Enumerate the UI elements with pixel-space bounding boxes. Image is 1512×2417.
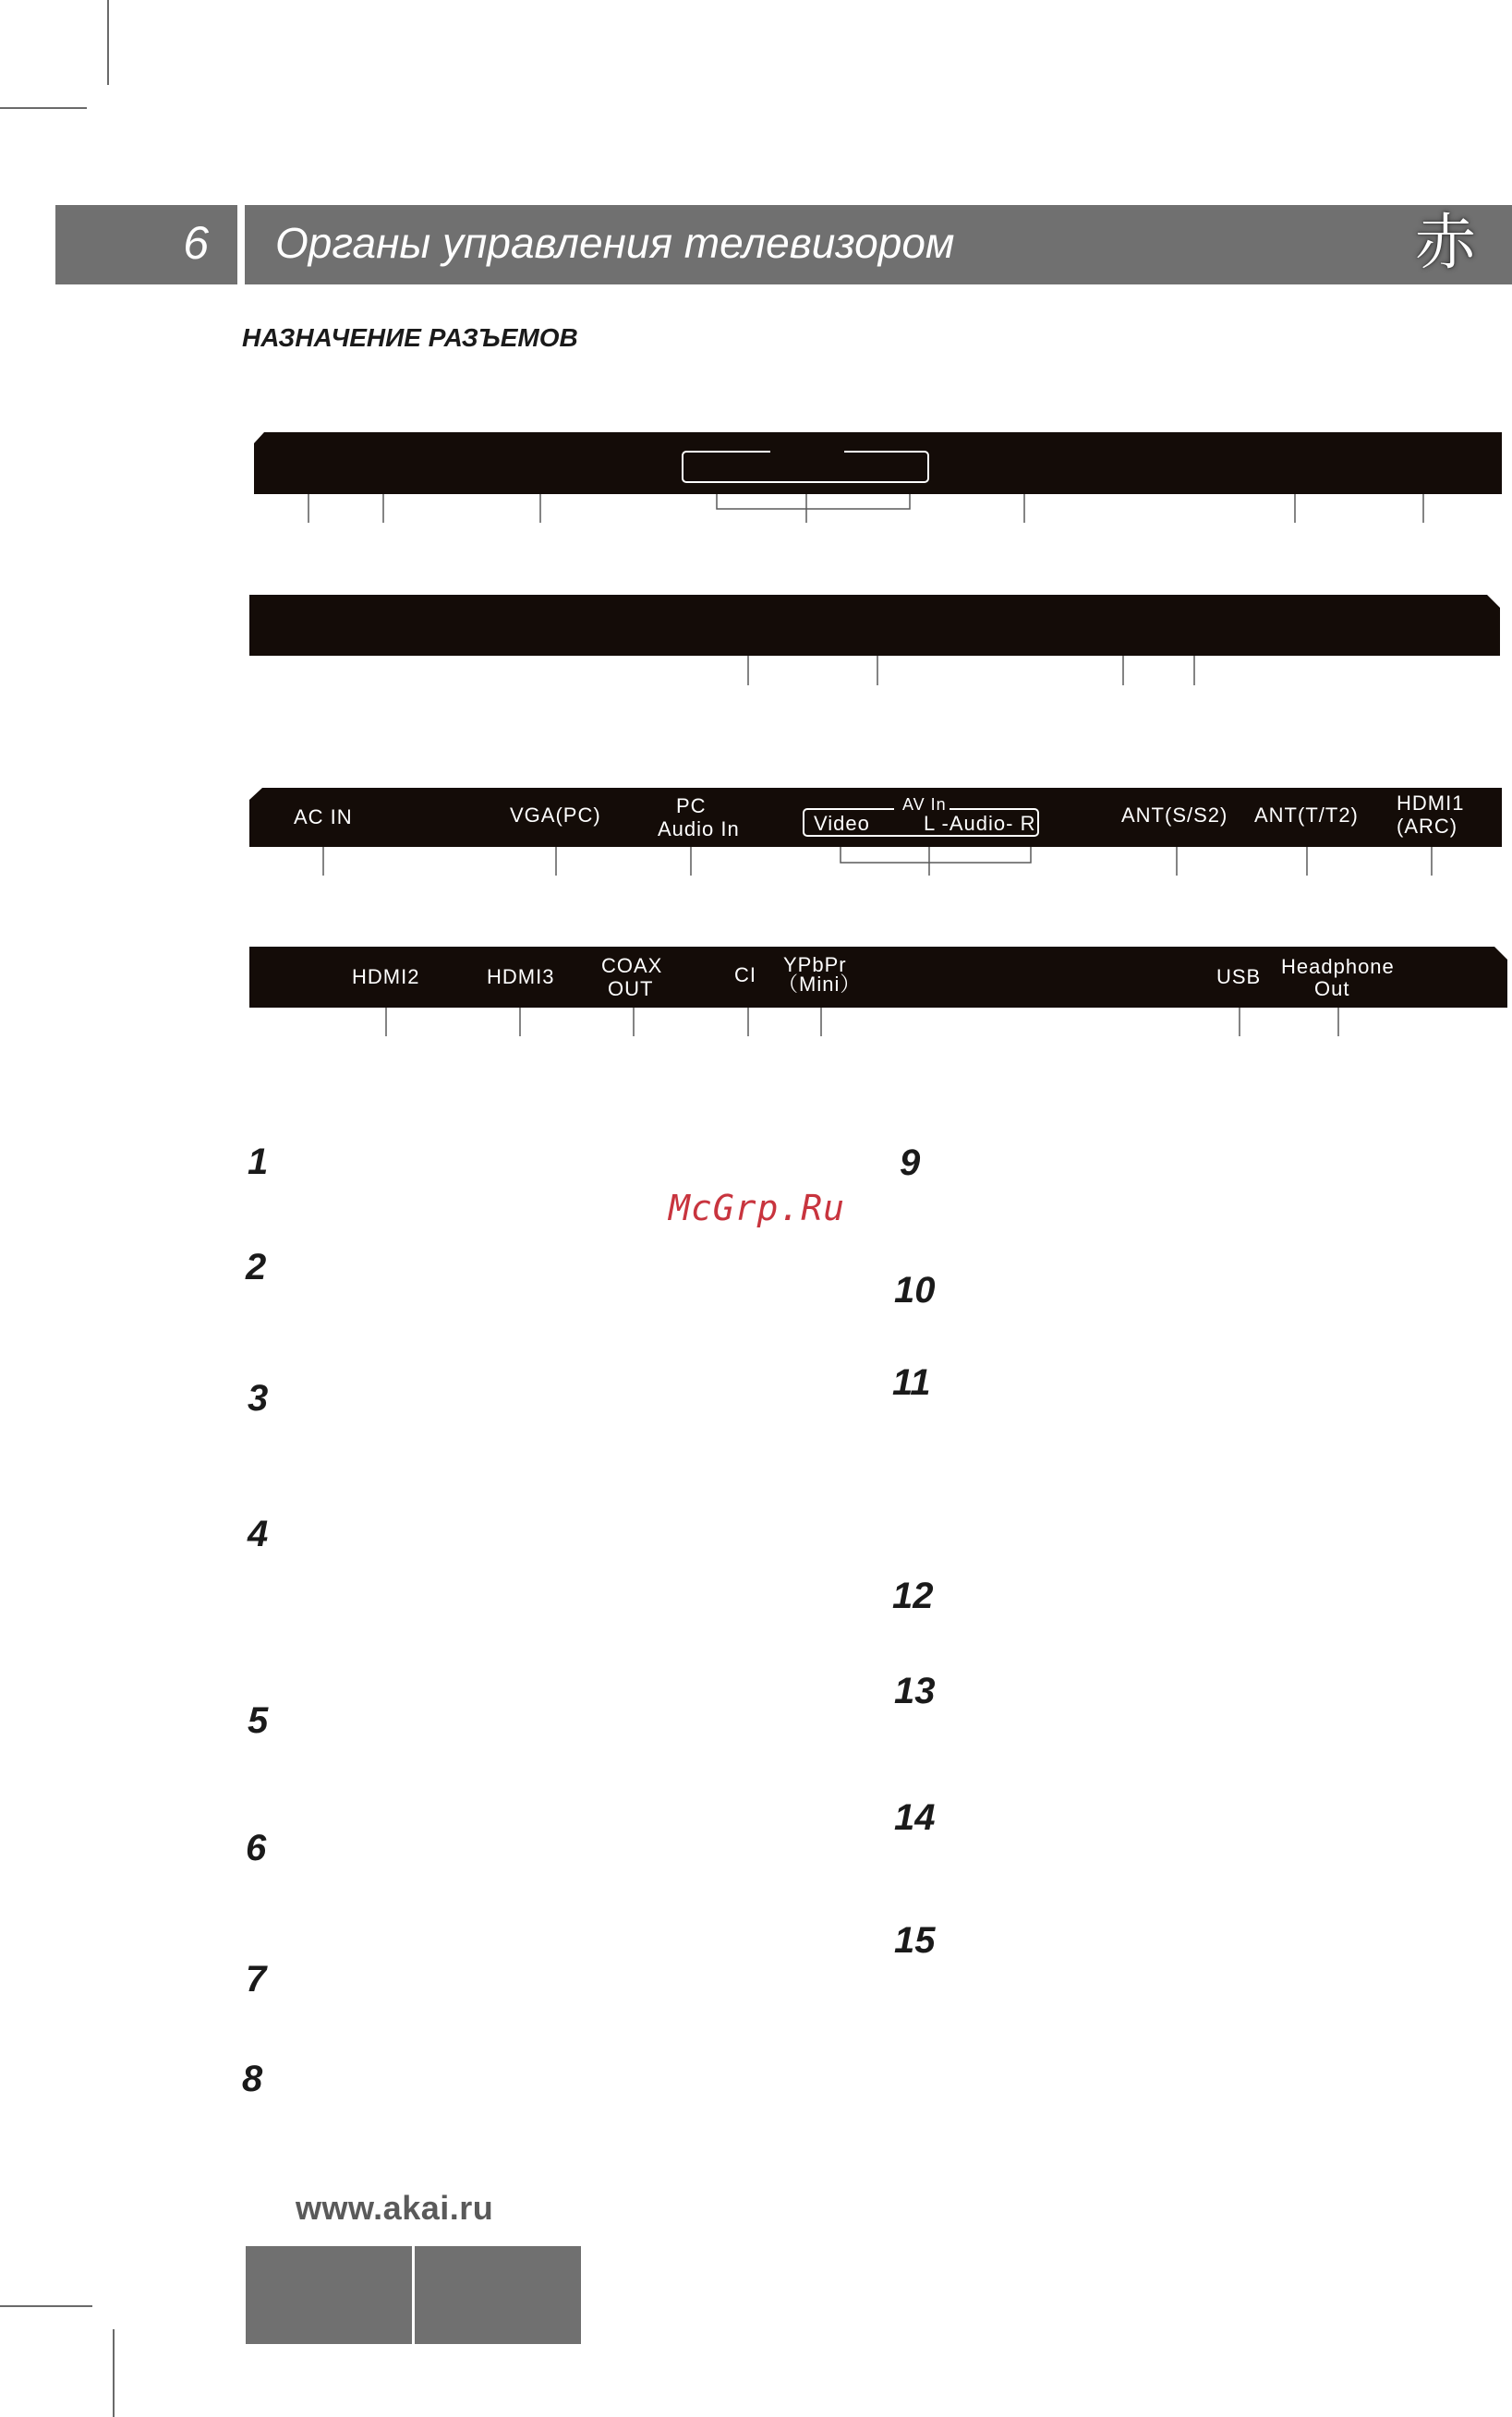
callout-number: 8 (242, 2059, 263, 2099)
panel-second-unlabeled (249, 595, 1500, 656)
port-ant-t-label: ANT(T/T2) (1254, 804, 1359, 827)
callout-number: 6 (246, 1828, 267, 1868)
port-av-video-label: Video (814, 812, 870, 835)
page-title: Органы управления телевизором (275, 219, 955, 267)
panel-side-leaders (386, 1008, 1338, 1036)
watermark: McGrp.Ru (669, 1188, 846, 1228)
port-vga-label: VGA(PC) (510, 804, 601, 827)
callout-number: 14 (894, 1797, 936, 1838)
panel-top-slot-notch (770, 450, 844, 454)
port-ypbpr-label-line2: （Mini） (778, 973, 862, 996)
callout-number: 15 (894, 1920, 936, 1961)
callout-number: 3 (248, 1378, 269, 1419)
callout-number: 12 (892, 1576, 934, 1616)
panel-rear-leaders (323, 847, 1432, 876)
callout-number: 4 (248, 1514, 269, 1554)
port-hdmi1-label-line1: HDMI1 (1397, 792, 1465, 815)
crop-mark-bottom-horizontal (0, 2305, 92, 2307)
callout-number: 13 (894, 1671, 936, 1711)
port-hdmi3-label: HDMI3 (487, 965, 555, 988)
port-hdmi2-label: HDMI2 (352, 965, 420, 988)
connector-diagram (0, 0, 1512, 1062)
panel-top-leaders (308, 494, 1423, 523)
section-heading: НАЗНАЧЕНИЕ РАЗЪЕМОВ (242, 323, 578, 352)
port-ant-s-label: ANT(S/S2) (1121, 804, 1228, 827)
callout-number: 7 (246, 1959, 267, 2000)
footer-block-right (415, 2246, 581, 2344)
footer-url[interactable]: www.akai.ru (296, 2189, 494, 2227)
callout-number: 10 (894, 1270, 936, 1311)
port-headphone-label-line1: Headphone (1281, 955, 1395, 978)
callout-number: 2 (246, 1247, 267, 1287)
footer-block-left (246, 2246, 412, 2344)
port-ac-in-label: AC IN (294, 805, 353, 828)
crop-mark-bottom-vertical (113, 2329, 115, 2417)
port-usb-label: USB (1216, 965, 1262, 988)
panel-second-leaders (748, 656, 1194, 685)
port-pc-audio-label-line1: PC (676, 794, 707, 817)
port-coax-label-line2: OUT (608, 977, 654, 1000)
port-ci-label: CI (734, 963, 756, 986)
callout-number: 11 (892, 1362, 931, 1403)
panel-top-unlabeled (254, 432, 1502, 494)
port-headphone-label-line2: Out (1314, 977, 1350, 1000)
port-av-in-label: AV In (902, 795, 947, 814)
callout-number: 1 (248, 1142, 269, 1182)
port-hdmi1-label-line2: (ARC) (1397, 815, 1458, 838)
port-ypbpr-label-line1: YPbPr (783, 953, 847, 976)
brand-logo: 赤 (1415, 207, 1476, 278)
callout-number: 9 (900, 1142, 921, 1183)
page-number: 6 (183, 217, 209, 269)
callout-number: 5 (248, 1700, 269, 1741)
port-pc-audio-label-line2: Audio In (658, 817, 740, 840)
port-coax-label-line1: COAX (601, 954, 663, 977)
port-av-audio-label: L -Audio- R (924, 812, 1036, 835)
